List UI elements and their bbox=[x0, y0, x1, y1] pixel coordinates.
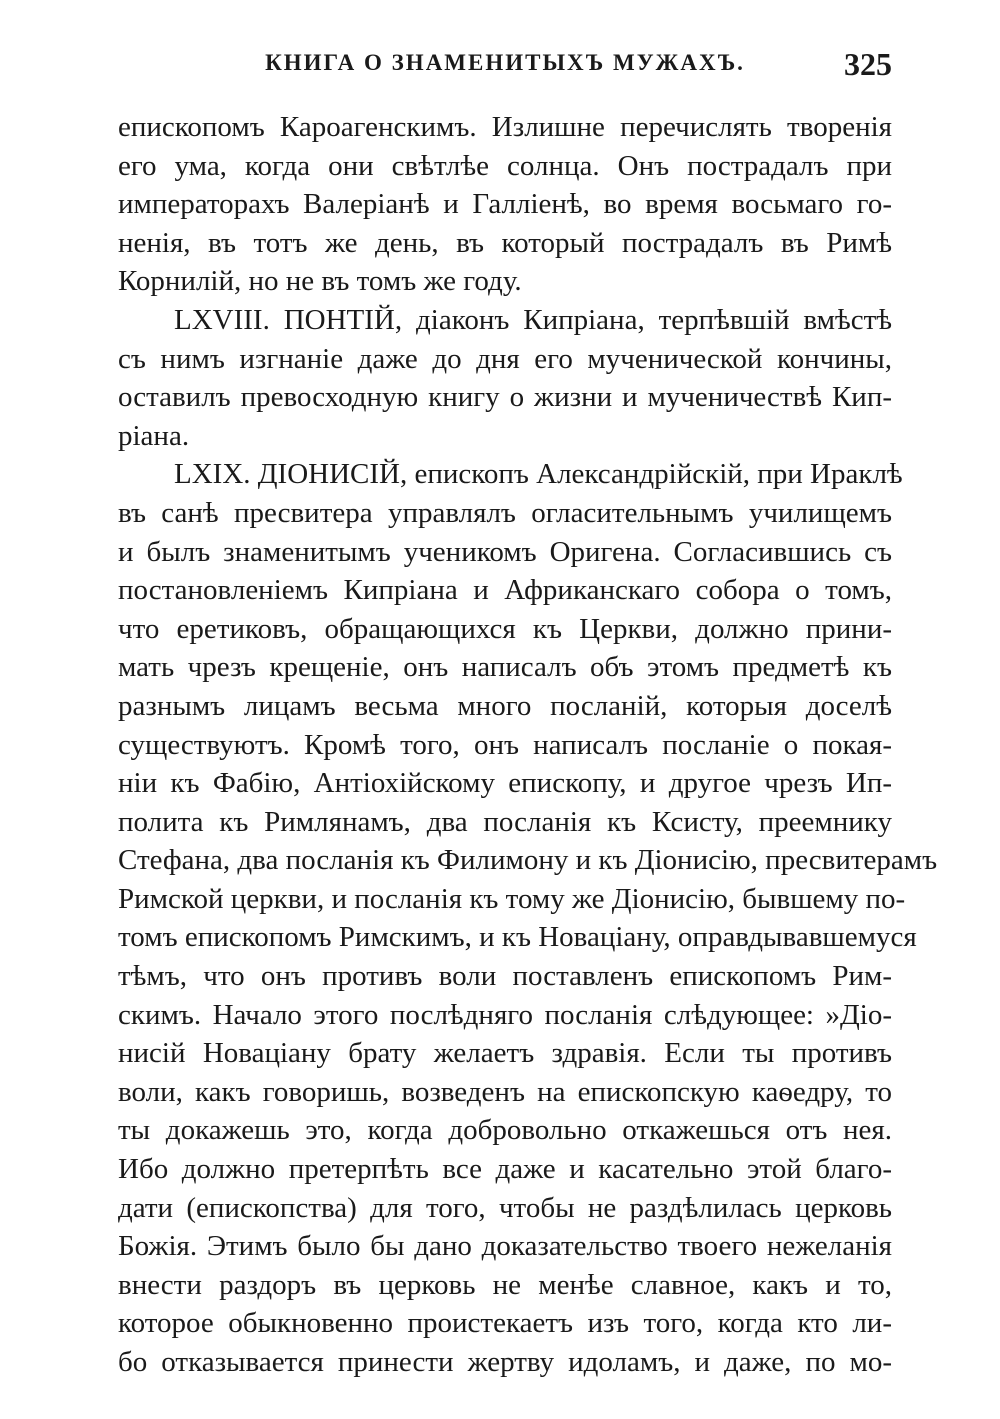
text-line: скимъ. Начало этого послѣдняго посланія слѣдующее: »Діо- bbox=[118, 998, 892, 1031]
text-line: епископомъ Кароагенскимъ. Излишне перечислять творенія bbox=[118, 111, 892, 143]
text-line: ніи къ Фабію, Антіохійскому епископу, и другое чрезъ Ип- bbox=[118, 767, 892, 800]
text-line: разнымъ лицамъ весьма много посланій, которыя доселѣ bbox=[118, 689, 892, 722]
text-line: LXIX. ДІОНИСІЙ, епископъ Александрійскій, при Ираклѣ bbox=[174, 458, 903, 491]
text-line: внести раздоръ въ церковь не менѣе славное, какъ и то, bbox=[118, 1268, 892, 1301]
text-line: его ума, когда они свѣтлѣе солнца. Онъ пострадалъ при bbox=[118, 149, 892, 182]
text-line: оставилъ превосходную книгу о жизни и мученичествѣ Кип- bbox=[118, 381, 892, 414]
running-title: КНИГА О ЗНАМЕНИТЫХЪ МУЖАХЪ. bbox=[265, 50, 745, 75]
text-line: воли, какъ говоришь, возведенъ на епископскую каѳедру, то bbox=[118, 1075, 892, 1108]
body-text bbox=[118, 108, 938, 1382]
text-line: императорахъ Валеріанѣ и Галліенѣ, во время восьмаго го- bbox=[118, 188, 892, 221]
text-line: нисій Новаціану брату желаетъ здравія. Если ты противъ bbox=[118, 1037, 892, 1070]
text-line: тѣмъ, что онъ противъ воли поставленъ епископомъ Рим- bbox=[118, 960, 892, 993]
text-line: бо отказывается принести жертву идоламъ, и даже, по мо- bbox=[118, 1346, 892, 1378]
text-line: Божія. Этимъ было бы дано доказательство твоего нежеланія bbox=[118, 1230, 892, 1263]
text-line: LXVIII. ПОНТІЙ, діаконъ Кипріана, терпѣвшій вмѣстѣ bbox=[174, 303, 892, 336]
page-header bbox=[118, 46, 892, 86]
page-number: 325 bbox=[844, 46, 892, 82]
text-line: мать чрезъ крещеніе, онъ написалъ объ этомъ предметѣ къ bbox=[118, 651, 892, 684]
text-line: что еретиковъ, обращающихся къ Церкви, должно прини- bbox=[118, 612, 892, 645]
text-line: которое обыкновенно проистекаетъ изъ того, когда кто ли- bbox=[118, 1307, 892, 1340]
text-line: ріана. bbox=[118, 419, 190, 452]
text-line: Ибо должно претерпѣть все даже и касательно этой благо- bbox=[118, 1153, 892, 1186]
text-line: ненія, въ тотъ же день, въ который пострадалъ въ Римѣ bbox=[118, 226, 892, 259]
text-line: полита къ Римлянамъ, два посланія къ Ксисту, преемнику bbox=[118, 805, 892, 838]
text-line: дати (епископства) для того, чтобы не раздѣлилась церковь bbox=[118, 1191, 892, 1224]
text-line: съ нимъ изгнаніе даже до дня его мученической кончины, bbox=[118, 342, 892, 375]
text-line: томъ епископомъ Римскимъ, и къ Новаціану, оправдывавшемуся bbox=[118, 921, 917, 954]
text-line: постановленіемъ Кипріана и Африканскаго собора о томъ, bbox=[118, 574, 892, 607]
text-line: въ санѣ пресвитера управлялъ огласительнымъ училищемъ bbox=[118, 496, 892, 529]
text-line: Стефана, два посланія къ Филимону и къ Діонисію, пресвитерамъ bbox=[118, 844, 938, 877]
text-line: ты докажешь это, когда добровольно откажешься отъ нея. bbox=[118, 1114, 892, 1147]
text-line: и былъ знаменитымъ ученикомъ Оригена. Согласившись съ bbox=[118, 535, 892, 568]
text-line: Корнилій, но не въ томъ же году. bbox=[118, 265, 522, 298]
text-line: существуютъ. Кромѣ того, онъ написалъ посланіе о покая- bbox=[118, 728, 892, 761]
text-line: Римской церкви, и посланія къ тому же Діонисію, бывшему по- bbox=[118, 882, 906, 915]
